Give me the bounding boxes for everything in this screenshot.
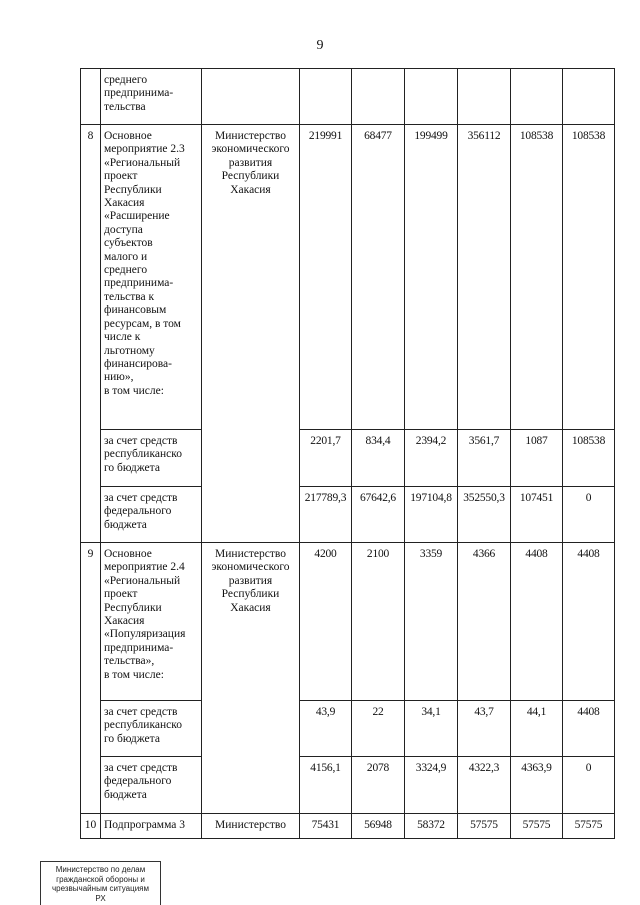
measure-name: Подпрограмма 3	[104, 819, 186, 831]
value-cell: 108538	[511, 125, 563, 430]
funding-source-cell	[101, 487, 202, 543]
funding-source: за счет средств федерального бюджета	[104, 492, 178, 531]
stamp-text: Министерство по делам гражданской обороны и чрезвычайным ситуациям РХ	[52, 865, 149, 903]
row-number-cell	[81, 69, 101, 125]
budget-table	[80, 68, 615, 839]
value-cell: 197104,8	[405, 487, 458, 543]
value-cell: 58372	[405, 814, 458, 839]
row-number-cell	[81, 814, 101, 839]
value-cell: 3359	[405, 543, 458, 701]
value-cell: 2078	[352, 757, 405, 814]
funding-source: за счет средств республиканско го бюджета	[104, 706, 182, 745]
funding-source-cell	[101, 701, 202, 757]
funding-source: за счет средств федерального бюджета	[104, 762, 178, 801]
value-cell: 0	[563, 487, 615, 543]
row-number: 8	[87, 130, 94, 142]
value-cell: 0	[563, 757, 615, 814]
value-cell: 4200	[300, 543, 352, 701]
value-cell: 1087	[511, 430, 563, 487]
measure-name-cell	[101, 543, 202, 701]
row-number: 10	[84, 819, 97, 831]
value-cell: 834,4	[352, 430, 405, 487]
table-row	[81, 125, 615, 430]
value-cell: 217789,3	[300, 487, 352, 543]
value-cell	[405, 69, 458, 125]
executor-name: Министерство экономического развития Республики Хакасия	[211, 130, 290, 196]
value-cell: 44,1	[511, 701, 563, 757]
funding-source-cell	[101, 757, 202, 814]
table-row	[81, 69, 615, 125]
value-cell: 57575	[563, 814, 615, 839]
registration-stamp	[40, 861, 161, 905]
value-cell: 4363,9	[511, 757, 563, 814]
value-cell: 108538	[563, 125, 615, 430]
value-cell: 22	[352, 701, 405, 757]
measure-name-cell	[101, 69, 202, 125]
value-cell: 4156,1	[300, 757, 352, 814]
value-cell: 356112	[458, 125, 511, 430]
value-cell: 108538	[563, 430, 615, 487]
value-cell: 75431	[300, 814, 352, 839]
measure-name-cell	[101, 125, 202, 430]
value-cell: 43,7	[458, 701, 511, 757]
funding-source-cell	[101, 430, 202, 487]
value-cell: 4408	[563, 543, 615, 701]
value-cell	[563, 69, 615, 125]
executor-cell	[202, 125, 300, 543]
value-cell: 34,1	[405, 701, 458, 757]
executor-name: Министерство экономического развития Республики Хакасия	[211, 548, 290, 614]
value-cell: 4322,3	[458, 757, 511, 814]
value-cell: 3561,7	[458, 430, 511, 487]
table-row	[81, 543, 615, 701]
value-cell: 4408	[511, 543, 563, 701]
value-cell: 352550,3	[458, 487, 511, 543]
table-row	[81, 701, 615, 757]
table-row	[81, 757, 615, 814]
value-cell: 3324,9	[405, 757, 458, 814]
table-row	[81, 430, 615, 487]
value-cell	[352, 69, 405, 125]
value-cell: 4366	[458, 543, 511, 701]
measure-name: Основное мероприятие 2.3 «Региональный проект Республики Хакасия «Расширение доступа субъектов малого и среднего предпринима- тельства к финансовым ресурсам, в том числе к льготному финансирова- нию», в том числе:	[104, 130, 185, 397]
value-cell: 107451	[511, 487, 563, 543]
value-cell: 43,9	[300, 701, 352, 757]
value-cell: 67642,6	[352, 487, 405, 543]
measure-name-cell	[101, 814, 202, 839]
executor-cell	[202, 543, 300, 814]
value-cell: 2394,2	[405, 430, 458, 487]
value-cell: 56948	[352, 814, 405, 839]
table-row	[81, 814, 615, 839]
page-number: 9	[316, 38, 324, 53]
value-cell: 2100	[352, 543, 405, 701]
measure-name: Основное мероприятие 2.4 «Региональный проект Республики Хакасия «Популяризация предпринима- тельства», в том числе:	[104, 548, 186, 681]
value-cell	[300, 69, 352, 125]
executor-cell	[202, 69, 300, 125]
executor-name: Министерство	[215, 819, 286, 831]
row-number-cell	[81, 543, 101, 814]
value-cell: 57575	[458, 814, 511, 839]
value-cell: 199499	[405, 125, 458, 430]
table-row	[81, 487, 615, 543]
funding-source: за счет средств республиканско го бюджета	[104, 435, 182, 474]
value-cell: 2201,7	[300, 430, 352, 487]
measure-name: среднего предпринима- тельства	[104, 74, 174, 113]
value-cell	[458, 69, 511, 125]
value-cell	[511, 69, 563, 125]
value-cell: 219991	[300, 125, 352, 430]
row-number: 9	[87, 548, 94, 560]
value-cell: 68477	[352, 125, 405, 430]
executor-cell	[202, 814, 300, 839]
row-number-cell	[81, 125, 101, 543]
value-cell: 57575	[511, 814, 563, 839]
value-cell: 4408	[563, 701, 615, 757]
